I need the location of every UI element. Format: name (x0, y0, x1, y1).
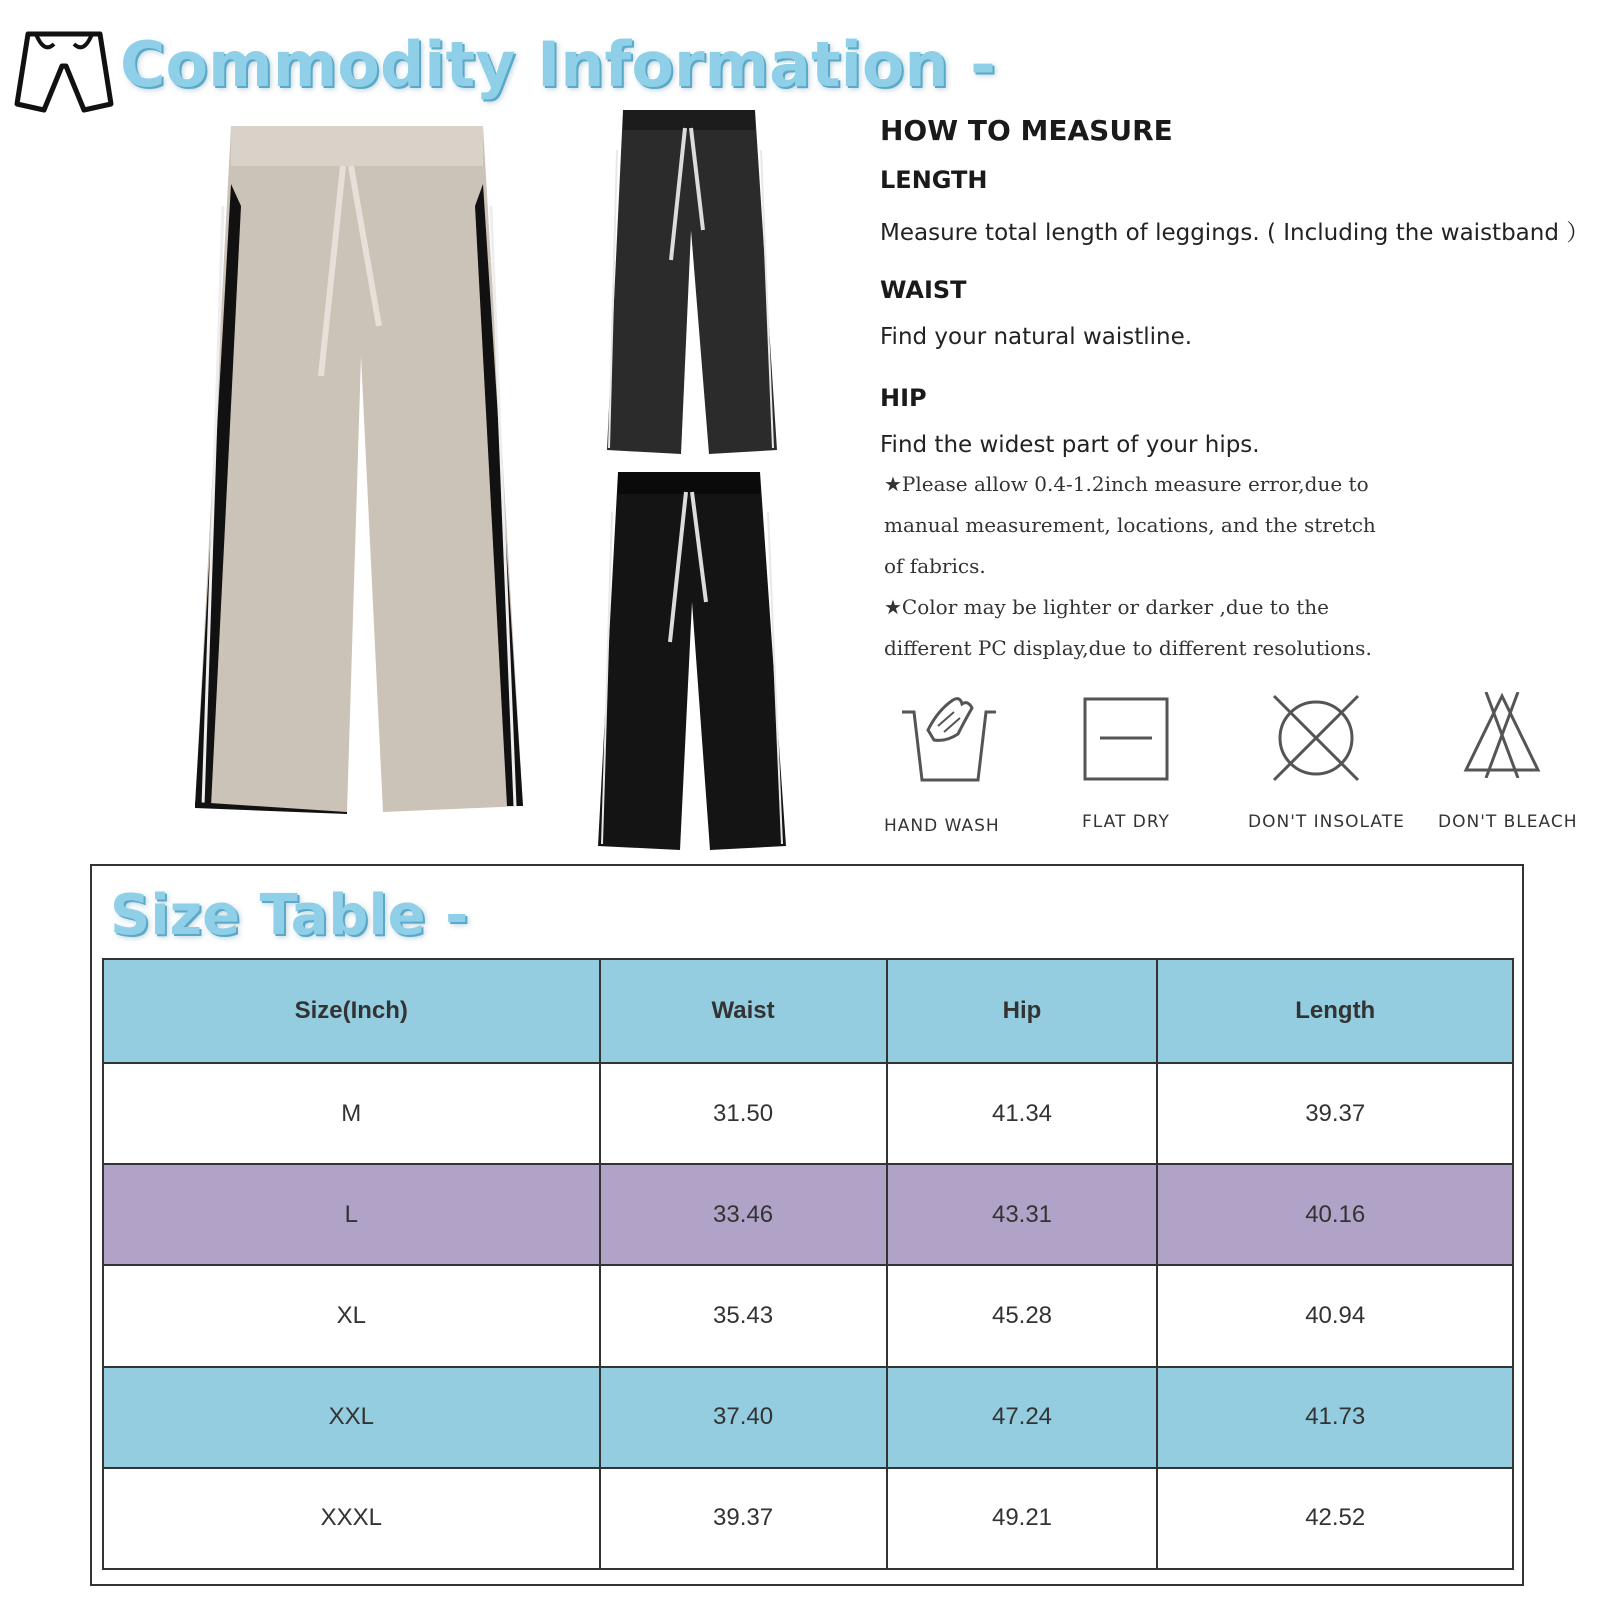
care-label: DON'T BLEACH (1438, 812, 1578, 832)
dark-grey-pants-image (605, 110, 780, 460)
table-row (103, 1367, 1513, 1468)
column-header: Length (1157, 959, 1513, 1063)
black-pants-image (598, 472, 788, 852)
waist-cell: 37.40 (600, 1367, 887, 1468)
waist-text: Find your natural waistline. (880, 324, 1193, 350)
waist-cell: 31.50 (600, 1063, 887, 1164)
size-table-title: Size Table - (110, 883, 469, 948)
waist-label: WAIST (880, 276, 967, 304)
care-label: DON'T INSOLATE (1248, 812, 1405, 832)
page-title: Commodity Information - (120, 28, 996, 101)
hip-cell: 49.21 (887, 1468, 1158, 1569)
length-cell: 40.94 (1157, 1265, 1513, 1366)
length-cell: 41.73 (1157, 1367, 1513, 1468)
care-label: FLAT DRY (1082, 812, 1170, 832)
length-cell: 39.37 (1157, 1063, 1513, 1164)
dont-bleach-icon (1462, 692, 1542, 778)
hip-cell: 43.31 (887, 1164, 1158, 1265)
length-cell: 42.52 (1157, 1468, 1513, 1569)
note-line: of fabrics. (884, 554, 986, 578)
measure-heading: HOW TO MEASURE (880, 114, 1173, 147)
size-cell: XXXL (103, 1468, 600, 1569)
shorts-icon (14, 30, 114, 116)
table-row (103, 1063, 1513, 1164)
size-cell: XXL (103, 1367, 600, 1468)
hand-wash-icon (898, 690, 998, 790)
column-header: Waist (600, 959, 887, 1063)
hip-cell: 47.24 (887, 1367, 1158, 1468)
hip-text: Find the widest part of your hips. (880, 432, 1260, 458)
waist-cell: 35.43 (600, 1265, 887, 1366)
hip-label: HIP (880, 384, 927, 412)
hip-cell: 45.28 (887, 1265, 1158, 1366)
waist-cell: 39.37 (600, 1468, 887, 1569)
length-text: Measure total length of leggings. ( Including the waistband ） (880, 220, 1590, 246)
note-line: manual measurement, locations, and the stretch (884, 513, 1376, 537)
length-label: LENGTH (880, 166, 988, 194)
note-line: different PC display,due to different resolutions. (884, 636, 1372, 660)
flat-dry-icon (1082, 696, 1170, 782)
care-label: HAND WASH (884, 816, 1000, 836)
size-table (102, 958, 1514, 1570)
size-cell: L (103, 1164, 600, 1265)
table-row (103, 1265, 1513, 1366)
column-header: Hip (887, 959, 1158, 1063)
khaki-pants-image (183, 126, 538, 832)
note-line: ★Please allow 0.4-1.2inch measure error,due to (884, 472, 1369, 496)
column-header: Size(Inch) (103, 959, 600, 1063)
table-row (103, 1164, 1513, 1265)
table-row (103, 1468, 1513, 1569)
size-cell: XL (103, 1265, 600, 1366)
table-header-row (103, 959, 1513, 1063)
size-cell: M (103, 1063, 600, 1164)
waist-cell: 33.46 (600, 1164, 887, 1265)
dont-insolate-icon (1268, 692, 1364, 784)
note-line: ★Color may be lighter or darker ,due to the (884, 595, 1329, 619)
length-cell: 40.16 (1157, 1164, 1513, 1265)
hip-cell: 41.34 (887, 1063, 1158, 1164)
